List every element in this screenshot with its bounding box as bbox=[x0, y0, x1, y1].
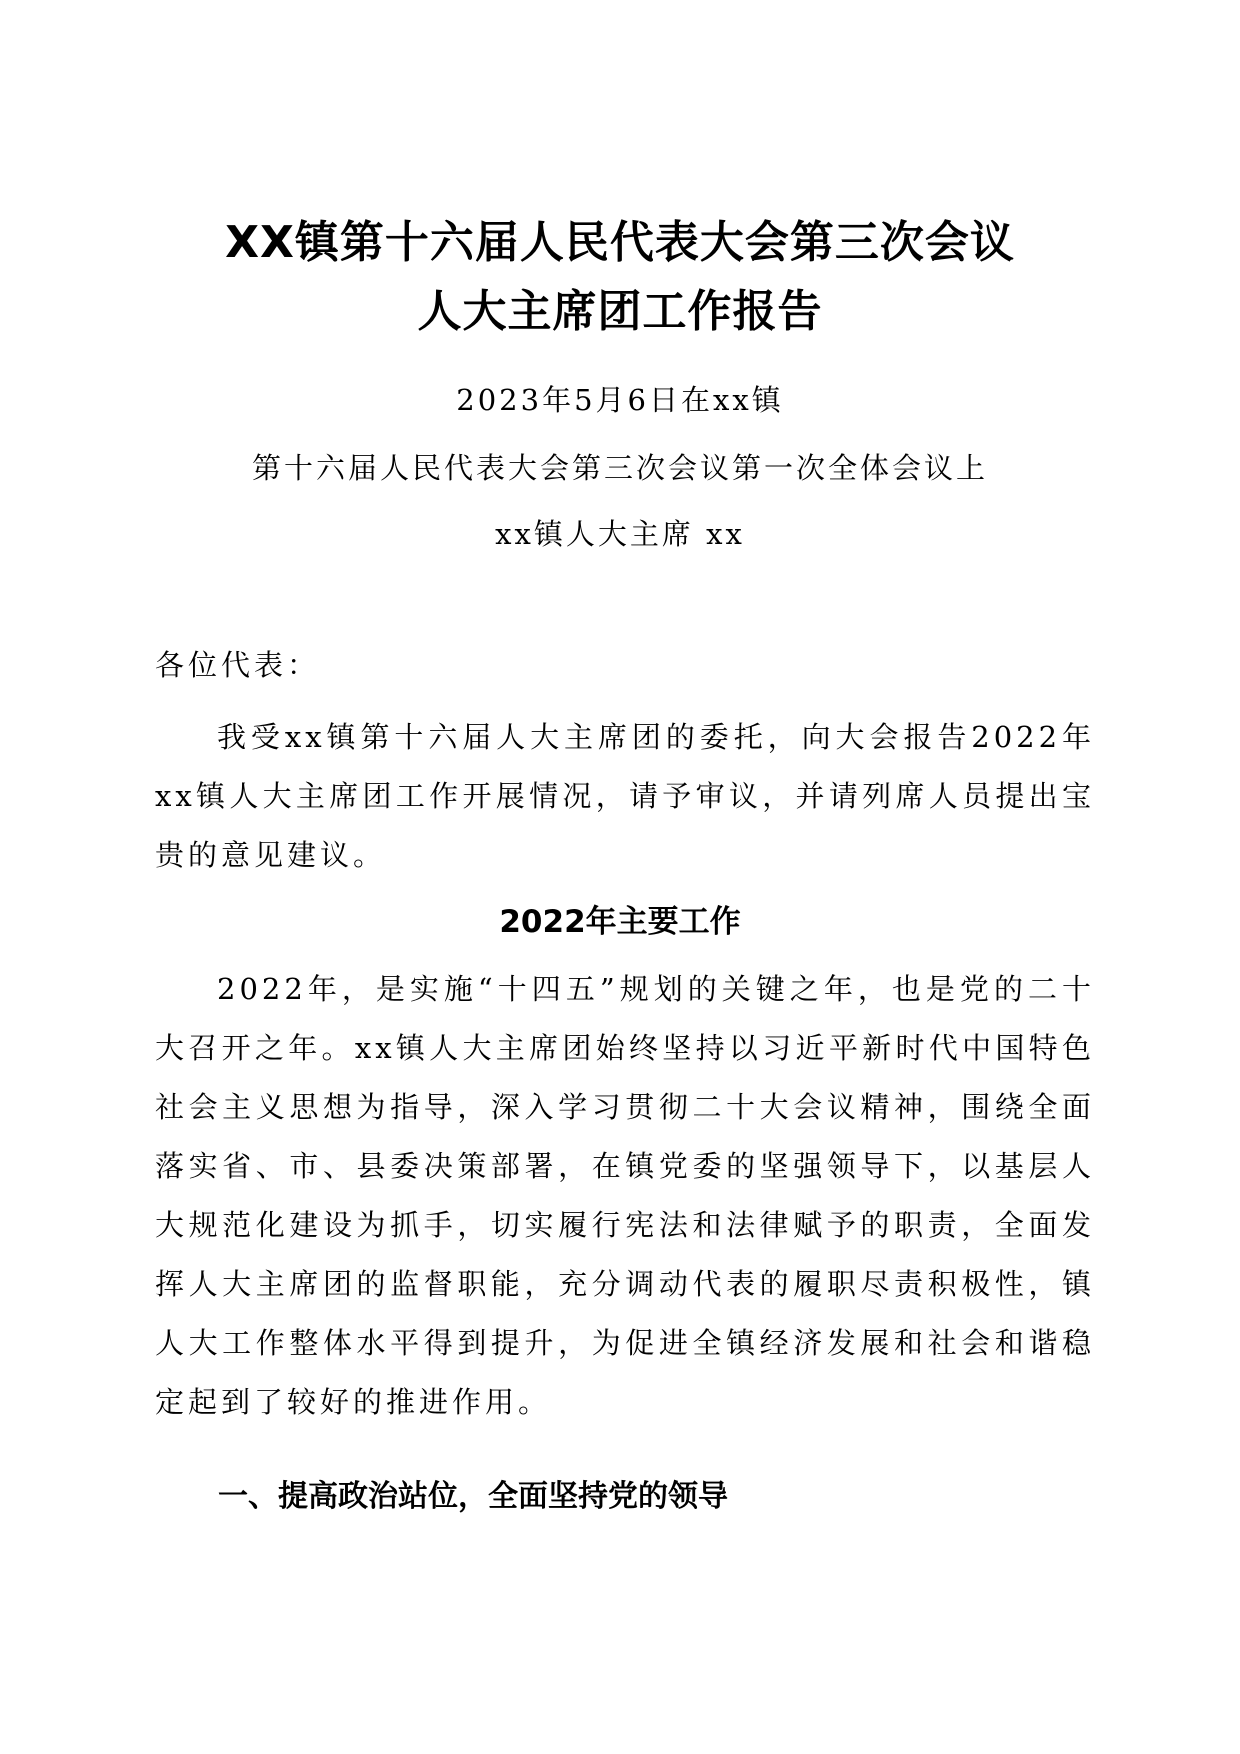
salutation: 各位代表： bbox=[155, 648, 321, 682]
overview-paragraph: 2022年，是实施“十四五”规划的关键之年，也是党的二十大召开之年。xx镇人大主席团始终坚持以习近平新时代中国特色社会主义思想为指导，深入学习贯彻二十大会议精神，围绕全面落实省、市、县委决策部署，在镇党委的坚强领导下，以基层人大规范化建设为抓手，切实履行宪法和法律赋予的职责，全面发挥人大主席团的监督职能，充分调动代表的履职尽责积极性，镇人大工作整体水平得到提升，为促进全镇经济发展和社会和谐稳定起到了较好的推进作用。 bbox=[155, 972, 1095, 1419]
report-date-line: 2023年5月6日在xx镇 bbox=[456, 383, 784, 417]
intro-paragraph: 我受xx镇第十六届人大主席团的委托，向大会报告2022年xx镇人大主席团工作开展情况，请予审议，并请列席人员提出宝贵的意见建议。 bbox=[155, 720, 1095, 872]
report-session-line: 第十六届人民代表大会第三次会议第一次全体会议上 bbox=[251, 451, 988, 485]
subheading-1: 一、提高政治站位，全面坚持党的领导 bbox=[218, 1479, 728, 1514]
section-heading: 2022年主要工作 bbox=[499, 904, 741, 940]
report-title-line-2: 人大主席团工作报告 bbox=[417, 286, 823, 337]
report-speaker-line: xx镇人大主席 xx bbox=[495, 517, 745, 551]
report-title-line-1: XX镇第十六届人民代表大会第三次会议 bbox=[225, 217, 1015, 268]
